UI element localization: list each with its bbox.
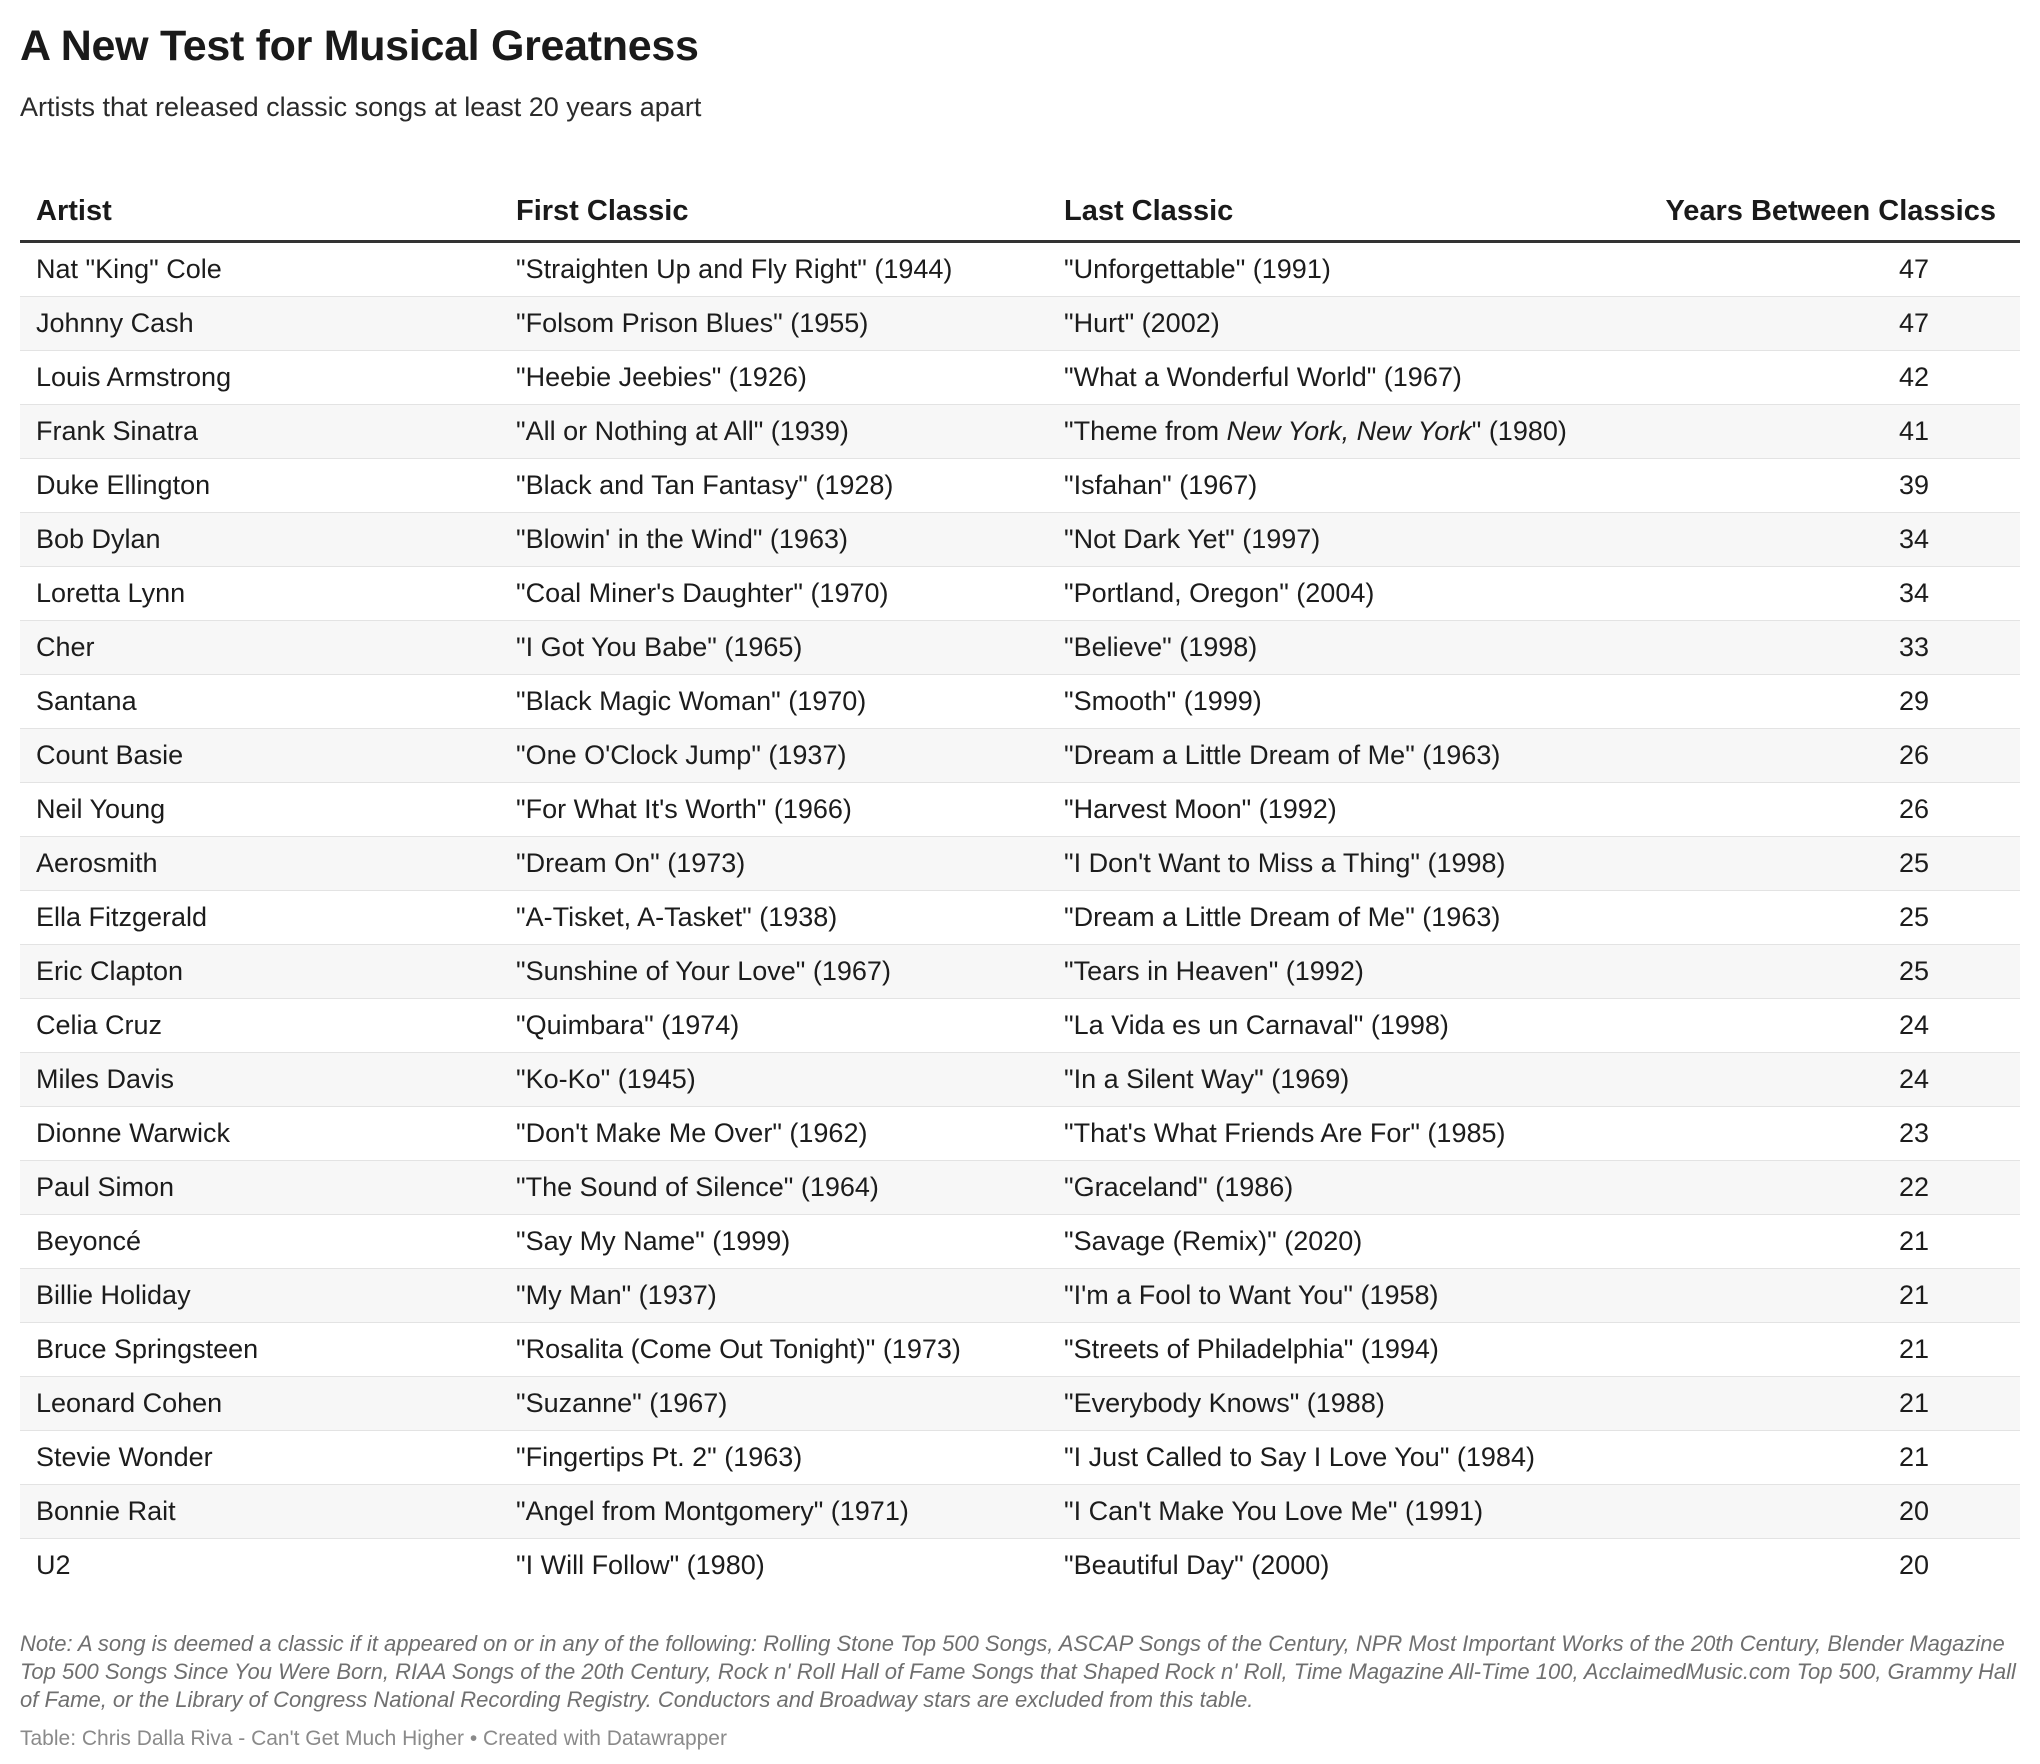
cell-artist: Neil Young	[20, 783, 500, 837]
table-row	[20, 1053, 2020, 1107]
cell-artist: Johnny Cash	[20, 297, 500, 351]
cell-first-classic: "Ko-Ko" (1945)	[500, 1053, 1048, 1107]
table-row	[20, 1485, 2020, 1539]
cell-years-between: 47	[1648, 297, 2020, 351]
cell-first-classic: "Sunshine of Your Love" (1967)	[500, 945, 1048, 999]
table-row	[20, 999, 2020, 1053]
cell-artist: Loretta Lynn	[20, 567, 500, 621]
cell-years-between: 33	[1648, 621, 2020, 675]
cell-artist: Eric Clapton	[20, 945, 500, 999]
cell-artist: Miles Davis	[20, 1053, 500, 1107]
cell-artist: Louis Armstrong	[20, 351, 500, 405]
cell-years-between: 24	[1648, 999, 2020, 1053]
table-row	[20, 567, 2020, 621]
header-artist[interactable]: Artist	[20, 168, 500, 242]
cell-first-classic: "Folsom Prison Blues" (1955)	[500, 297, 1048, 351]
cell-years-between: 24	[1648, 1053, 2020, 1107]
cell-last-classic: "That's What Friends Are For" (1985)	[1048, 1107, 1648, 1161]
cell-first-classic: "Suzanne" (1967)	[500, 1377, 1048, 1431]
last-classic-italic-title: New York, New York	[1226, 416, 1472, 446]
cell-first-classic: "Fingertips Pt. 2" (1963)	[500, 1431, 1048, 1485]
table-row	[20, 351, 2020, 405]
cell-last-classic: "Dream a Little Dream of Me" (1963)	[1048, 891, 1648, 945]
cell-years-between: 39	[1648, 459, 2020, 513]
table-row	[20, 1215, 2020, 1269]
cell-last-classic: "Not Dark Yet" (1997)	[1048, 513, 1648, 567]
table-row	[20, 1539, 2020, 1593]
cell-artist: Bruce Springsteen	[20, 1323, 500, 1377]
cell-last-classic	[1048, 405, 1648, 459]
header-years-between[interactable]: Years Between Classics	[1648, 168, 2020, 242]
table-body	[20, 242, 2020, 1593]
cell-artist: U2	[36, 1550, 71, 1580]
cell-years-between: 25	[1648, 945, 2020, 999]
table-row	[20, 1161, 2020, 1215]
header-last-classic[interactable]: Last Classic	[1048, 168, 1648, 242]
cell-years-between: 21	[1648, 1269, 2020, 1323]
table-row	[20, 945, 2020, 999]
last-classic-prefix: "Theme from	[1064, 416, 1227, 446]
cell-first-classic: "Say My Name" (1999)	[500, 1215, 1048, 1269]
cell-first-classic: "Straighten Up and Fly Right" (1944)	[500, 242, 1048, 297]
cell-last-classic: "La Vida es un Carnaval" (1998)	[1048, 999, 1648, 1053]
cell-years-between: 20	[1898, 1550, 1930, 1580]
table-row	[20, 621, 2020, 675]
cell-last-classic: "Believe" (1998)	[1048, 621, 1648, 675]
table-row	[20, 783, 2020, 837]
cell-last-classic: "What a Wonderful World" (1967)	[1048, 351, 1648, 405]
cell-years-between: 34	[1648, 513, 2020, 567]
cell-last-classic: "Graceland" (1986)	[1048, 1161, 1648, 1215]
cell-last-classic: "Portland, Oregon" (2004)	[1048, 567, 1648, 621]
source-credit: Table: Chris Dalla Riva - Can't Get Much Higher • Created with Datawrapper	[20, 1727, 727, 1750]
cell-years-between: 47	[1648, 242, 2020, 297]
cell-first-classic: "A-Tisket, A-Tasket" (1938)	[500, 891, 1048, 945]
cell-artist: Aerosmith	[20, 837, 500, 891]
table-row	[20, 1107, 2020, 1161]
cell-years-between: 34	[1648, 567, 2020, 621]
cell-first-classic: "Angel from Montgomery" (1971)	[500, 1485, 1048, 1539]
cell-artist: Celia Cruz	[20, 999, 500, 1053]
cell-last-classic: "I Don't Want to Miss a Thing" (1998)	[1048, 837, 1648, 891]
cell-years-between: 26	[1648, 783, 2020, 837]
cell-artist: Bob Dylan	[20, 513, 500, 567]
table-header	[20, 168, 2020, 242]
table-row	[20, 297, 2020, 351]
cell-first-classic: "I Will Follow" (1980)	[516, 1550, 765, 1580]
table-row	[20, 405, 2020, 459]
cell-years-between: 21	[1648, 1377, 2020, 1431]
page-title: A New Test for Musical Greatness	[20, 22, 699, 70]
cell-years-between: 42	[1648, 351, 2020, 405]
cell-artist: Santana	[20, 675, 500, 729]
table-row	[20, 1431, 2020, 1485]
table-row	[20, 459, 2020, 513]
cell-first-classic: "My Man" (1937)	[500, 1269, 1048, 1323]
cell-artist: Duke Ellington	[20, 459, 500, 513]
cell-last-classic: "I Just Called to Say I Love You" (1984)	[1048, 1431, 1648, 1485]
cell-first-classic: "Rosalita (Come Out Tonight)" (1973)	[500, 1323, 1048, 1377]
cell-years-between: 22	[1648, 1161, 2020, 1215]
cell-artist: Beyoncé	[20, 1215, 500, 1269]
cell-last-classic: "Streets of Philadelphia" (1994)	[1048, 1323, 1648, 1377]
cell-years-between: 25	[1648, 837, 2020, 891]
footnote: Note: A song is deemed a classic if it appeared on or in any of the following: Rolling Stone Top 500 Songs, ASCAP Songs of the Century, NPR Most Important Works of the 20th Century, Blender Magazine Top 500 Songs Since You Were Born, RIAA Songs of the 20th Century, Rock n' Roll Hall of Fame Songs that Shaped Rock n' Roll, Time Magazine All-Time 100, AcclaimedMusic.com Top 500, Grammy Hall of Fame, or the Library of Congress National Recording Registry. Conductors and Broadway stars are excluded from this table.	[20, 1631, 2016, 1712]
cell-first-classic: "Coal Miner's Daughter" (1970)	[500, 567, 1048, 621]
cell-first-classic: "I Got You Babe" (1965)	[500, 621, 1048, 675]
cell-last-classic: "Everybody Knows" (1988)	[1048, 1377, 1648, 1431]
header-first-classic[interactable]: First Classic	[500, 168, 1048, 242]
cell-years-between: 26	[1648, 729, 2020, 783]
header-row	[20, 168, 2020, 242]
cell-last-classic: "Unforgettable" (1991)	[1048, 242, 1648, 297]
cell-first-classic: "One O'Clock Jump" (1937)	[500, 729, 1048, 783]
cell-artist: Ella Fitzgerald	[20, 891, 500, 945]
table-row	[20, 837, 2020, 891]
cell-first-classic: "The Sound of Silence" (1964)	[500, 1161, 1048, 1215]
cell-years-between: 25	[1648, 891, 2020, 945]
table-row	[20, 1323, 2020, 1377]
cell-years-between: 41	[1648, 405, 2020, 459]
cell-first-classic: "Quimbara" (1974)	[500, 999, 1048, 1053]
cell-last-classic: "Savage (Remix)" (2020)	[1048, 1215, 1648, 1269]
cell-years-between: 23	[1648, 1107, 2020, 1161]
cell-artist: Count Basie	[20, 729, 500, 783]
cell-last-classic: "Smooth" (1999)	[1048, 675, 1648, 729]
cell-first-classic: "Don't Make Me Over" (1962)	[500, 1107, 1048, 1161]
cell-artist: Stevie Wonder	[20, 1431, 500, 1485]
cell-years-between: 21	[1648, 1323, 2020, 1377]
table-row	[20, 513, 2020, 567]
cell-artist: Frank Sinatra	[20, 405, 500, 459]
cell-artist: Nat "King" Cole	[20, 242, 500, 297]
cell-first-classic: "Blowin' in the Wind" (1963)	[500, 513, 1048, 567]
cell-artist: Billie Holiday	[20, 1269, 500, 1323]
table-row	[20, 242, 2020, 297]
cell-years-between: 20	[1648, 1485, 2020, 1539]
last-classic-suffix: " (1980)	[1471, 416, 1567, 446]
cell-last-classic: "Beautiful Day" (2000)	[1064, 1550, 1330, 1580]
table-row	[20, 1269, 2020, 1323]
cell-first-classic: "All or Nothing at All" (1939)	[500, 405, 1048, 459]
cell-first-classic: "For What It's Worth" (1966)	[500, 783, 1048, 837]
cell-artist: Dionne Warwick	[20, 1107, 500, 1161]
cell-last-classic: "I'm a Fool to Want You" (1958)	[1048, 1269, 1648, 1323]
cell-artist: Bonnie Rait	[20, 1485, 500, 1539]
cell-last-classic: "In a Silent Way" (1969)	[1048, 1053, 1648, 1107]
cell-last-classic: "Hurt" (2002)	[1048, 297, 1648, 351]
cell-last-classic: "I Can't Make You Love Me" (1991)	[1048, 1485, 1648, 1539]
artists-table	[20, 168, 2020, 1592]
cell-artist: Leonard Cohen	[20, 1377, 500, 1431]
cell-years-between: 29	[1648, 675, 2020, 729]
cell-artist: Paul Simon	[20, 1161, 500, 1215]
cell-last-classic: "Tears in Heaven" (1992)	[1048, 945, 1648, 999]
cell-last-classic: "Dream a Little Dream of Me" (1963)	[1048, 729, 1648, 783]
table-row	[20, 675, 2020, 729]
cell-years-between: 21	[1648, 1431, 2020, 1485]
page-subtitle: Artists that released classic songs at least 20 years apart	[20, 92, 702, 122]
cell-last-classic: "Isfahan" (1967)	[1048, 459, 1648, 513]
cell-years-between: 21	[1648, 1215, 2020, 1269]
table-row	[20, 1377, 2020, 1431]
cell-last-classic: "Harvest Moon" (1992)	[1048, 783, 1648, 837]
cell-first-classic: "Dream On" (1973)	[500, 837, 1048, 891]
cell-first-classic: "Black Magic Woman" (1970)	[500, 675, 1048, 729]
cell-first-classic: "Heebie Jeebies" (1926)	[500, 351, 1048, 405]
cell-artist: Cher	[20, 621, 500, 675]
table-row	[20, 891, 2020, 945]
cell-first-classic: "Black and Tan Fantasy" (1928)	[500, 459, 1048, 513]
table-row	[20, 729, 2020, 783]
